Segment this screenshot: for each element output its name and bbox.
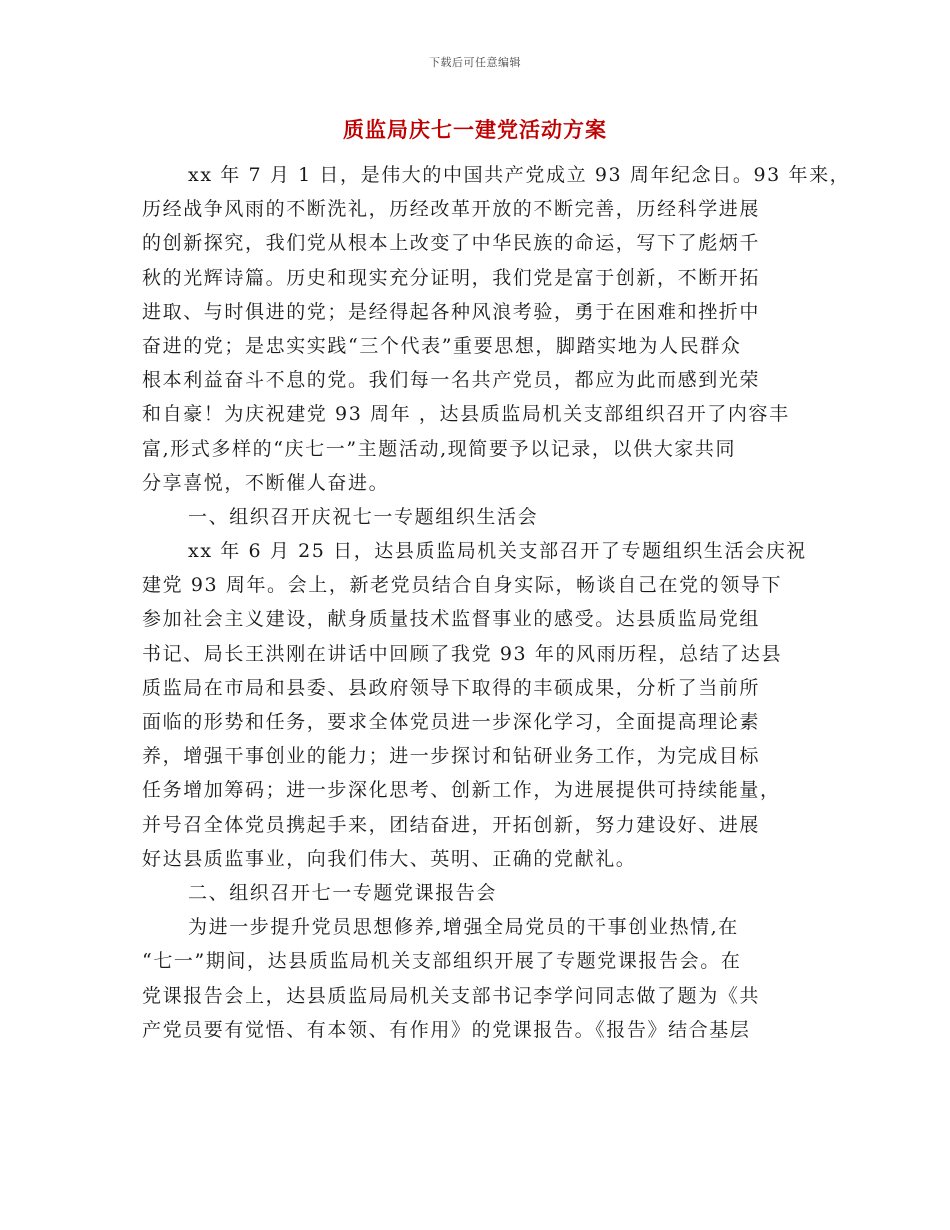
- text-line: 并号召全体党员携起手来，团结奋进，开拓创新，努力建设好、进展: [142, 813, 761, 836]
- text-line: 建党 93 周年。会上，新老党员结合自身实际，畅谈自己在党的领导下: [142, 574, 783, 597]
- text-line: 面临的形势和任务，要求全体党员进一步深化学习，全面提高理论素: [142, 711, 761, 733]
- text-line: 一、组织召开庆祝七一专题组织生活会: [188, 505, 539, 528]
- text-line: 参加社会主义建设，献身质量技术监督事业的感受。达县质监局党组: [142, 608, 761, 631]
- text-line: 历经战争风雨的不断洗礼，历经改革开放的不断完善，历经科学进展: [142, 198, 761, 221]
- text-line: 书记、局长王洪刚在讲话中回顾了我党 93 年的风雨历程，总结了达县: [142, 642, 783, 665]
- document-title: 质监局庆七一建党活动方案: [343, 118, 607, 142]
- text-line: 二、组织召开七一专题党课报告会: [188, 881, 498, 904]
- text-line: 养，增强干事创业的能力；进一步探讨和钻研业务工作，为完成目标: [142, 745, 761, 768]
- text-line: 任务增加筹码；进一步深化思考、创新工作，为进展提供可持续能量，: [142, 779, 781, 802]
- text-line: 奋进的党；是忠实实践“三个代表”重要思想，脚踏实地为人民群众: [142, 334, 742, 357]
- text-line: 进取、与时俱进的党；是经得起各种风浪考验，勇于在困难和挫折中: [142, 300, 761, 323]
- text-line: 为进一步提升党员思想修养,增强全局党员的干事创业热情,在: [188, 916, 739, 939]
- text-line: 的创新探究，我们党从根本上改变了中华民族的命运，写下了彪炳千: [142, 232, 761, 255]
- text-line: 富,形式多样的“庆七一”主题活动,现简要予以记录，以供大家共同: [142, 437, 737, 460]
- text-line: 产党员要有觉悟、有本领、有作用》的党课报告。《报告》结合基层: [142, 1018, 751, 1041]
- text-line: 和自豪！为庆祝建党 93 周年 ，达县质监局机关支部组织召开了内容丰: [142, 403, 790, 426]
- text-line: 质监局在市局和县委、县政府领导下取得的丰硕成果，分析了当前所: [142, 676, 761, 699]
- text-line: 分享喜悦，不断催人奋进。: [142, 471, 390, 494]
- text-line: 好达县质监事业，向我们伟大、英明、正确的党献礼。: [142, 847, 637, 870]
- text-line: “七一”期间，达县质监局机关支部组织开展了专题党课报告会。在: [142, 950, 742, 973]
- document-body: [142, 158, 851, 1047]
- text-line: 党课报告会上，达县质监局局机关支部书记李学问同志做了题为《共: [142, 984, 761, 1007]
- text-line: xx 年 7 月 1 日，是伟大的中国共产党成立 93 周年纪念日。93 年来，: [188, 164, 851, 186]
- header-note: 下载后可任意编辑: [429, 56, 521, 69]
- text-line: 根本利益奋斗不息的党。我们每一名共产党员，都应为此而感到光荣: [142, 369, 761, 392]
- text-line: xx 年 6 月 25 日，达县质监局机关支部召开了专题组织生活会庆祝: [188, 540, 807, 563]
- text-line: 秋的光辉诗篇。历史和现实充分证明，我们党是富于创新，不断开拓: [142, 266, 761, 289]
